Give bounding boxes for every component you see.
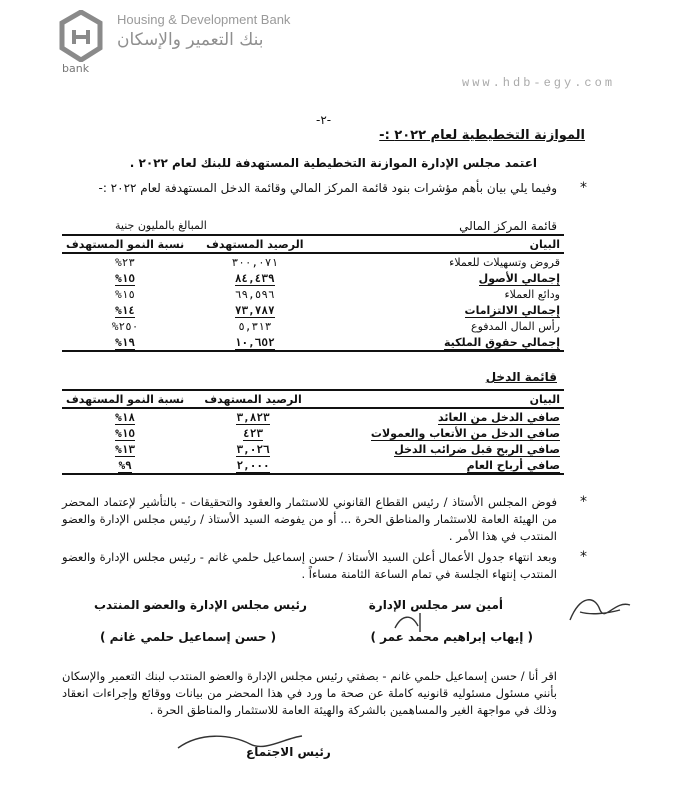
header-label: البيان [529,237,560,251]
chairman-name: ( حسن إسماعيل حلمي غانم ) [100,630,277,644]
bank-logo-icon [58,10,104,62]
row-label: ودائع العملاء [504,287,560,301]
bullet-closing: * [580,549,587,565]
mandate-paragraph: فوض المجلس الأستاذ / رئيس القطاع القانوني للاستثمار والعقود والتحقيقات - بالتأشير لإعتماد المحضر من الهيئة العامة للاستثمار والمناطق الحرة ... أو من يفوضه السيد الأستاذ / رئيس مجلس الإدارة والعضو المنتدب في هذا الأمر . [62,495,557,543]
row-label: صافي الربح قبل ضرائب الدخل [394,442,560,456]
fin-position-label: قائمة المركز المالي [459,219,557,233]
row-balance: ٧٣,٧٨٧ [234,303,275,317]
table-row [62,425,564,441]
row-label: صافي الدخل من العائد [437,410,560,424]
table-row [62,253,564,270]
secretary-name: ( إيهاب إبراهيم محمد عمر ) [370,630,533,644]
meeting-chair-title: رئيس الاجتماع [246,745,331,759]
intro-paragraph: وفيما يلي بيان بأهم مؤشرات بنود قائمة المركز المالي وقائمة الدخل المستهدفة لعام ٢٠٢٢ :- [98,181,557,195]
row-growth: ١٥% [115,271,136,285]
table-header-row [62,235,564,253]
row-growth: ١٥% [115,287,136,301]
row-growth: ١٩% [115,335,136,349]
chairman-title: رئيس مجلس الإدارة والعضو المنتدب [94,598,307,612]
row-balance: ٦٩,٥٩٦ [234,287,275,301]
bank-name-english: Housing & Development Bank [117,12,291,27]
secretary-title: أمين سر مجلس الإدارة [368,598,503,612]
row-balance: ٣,٨٢٣ [236,410,270,424]
table-row [62,270,564,286]
table-row [62,334,564,351]
row-growth: ١٨% [115,410,136,424]
amounts-note: المبالغ بالمليون جنية [115,219,207,232]
bullet-intro: * [580,180,587,196]
row-growth: ٢٣% [115,255,136,269]
approval-statement: اعتمد مجلس الإدارة الموازنة التخطيطية المستهدفة للبنك لعام ٢٠٢٢ . [129,156,537,170]
row-label: إجمالي الأصول [478,271,560,285]
row-label: صافي أرباح العام [466,458,560,472]
financial-position-table [62,234,564,352]
header-growth: نسبة النمو المستهدف [66,237,185,251]
row-balance: ٤٢٣ [243,426,263,440]
website-url: www.hdb-egy.com [462,76,616,90]
row-growth: ١٥% [115,426,136,440]
handwritten-signature-icon [560,590,640,630]
closing-paragraph: وبعد انتهاء جدول الأعمال أعلن السيد الأستاذ / حسن إسماعيل حلمي غانم - رئيس مجلس الإدارة والعضو المنتدب إنتهاء الجلسة في تمام الساعة الثامنة مساءاً . [62,550,557,581]
row-growth: ١٤% [115,303,136,317]
declaration-paragraph: اقر أنا / حسن إسماعيل حلمي غانم - بصفتي رئيس مجلس الإدارة والعضو المنتدب لبنك التعمير والإسكان بأنني مسئول مسئوليه قانونيه كاملة عن صحة ما ورد في هذا المحضر من بيانات ووقائع وإجراءات انعقاد وذلك في مواجهة الغير والمساهمين بالشركة والهيئة العامة للاستثمار والمناطق الحرة . [62,669,557,717]
table-row [62,318,564,334]
row-balance: ٣٠٠,٠٧١ [231,255,278,269]
row-balance: ٣,٠٢٦ [236,442,270,456]
header-label: البيان [529,392,560,406]
income-statement-table [62,389,564,475]
logo-word: bank [62,62,90,75]
section-heading: الموازنة التخطيطية لعام ٢٠٢٢ :- [379,128,585,143]
table-row [62,457,564,474]
row-label: قروض وتسهيلات للعملاء [449,255,560,269]
table-row [62,302,564,318]
bullet-mandate: * [580,494,587,510]
row-balance: ٢,٠٠٠ [236,458,270,472]
table-header-row [62,390,564,408]
page-number: -٢- [316,113,332,127]
bank-name-arabic: بنك التعمير والإسكان [117,30,264,50]
row-label: صافي الدخل من الأتعاب والعمولات [370,426,560,440]
row-growth: ٩% [118,458,132,472]
income-statement-label: قائمة الدخل [485,370,557,384]
table-row [62,286,564,302]
row-balance: ٨٤,٤٣٩ [234,271,275,285]
header-growth: نسبة النمو المستهدف [66,392,185,406]
row-growth: ٢٥٠% [111,319,139,333]
row-label: إجمالي حقوق الملكية [443,335,560,349]
header-balance: الرصيد المستهدف [206,237,304,251]
row-growth: ١٣% [115,442,136,456]
row-balance: ١٠,٦٥٢ [234,335,275,349]
table-row [62,408,564,425]
row-label: رأس المال المدفوع [471,319,560,333]
handwritten-initial-icon [390,608,430,636]
header-balance: الرصيد المستهدف [204,392,302,406]
row-label: إجمالي الالتزامات [464,303,560,317]
row-balance: ٥,٣١٣ [238,319,272,333]
table-row [62,441,564,457]
